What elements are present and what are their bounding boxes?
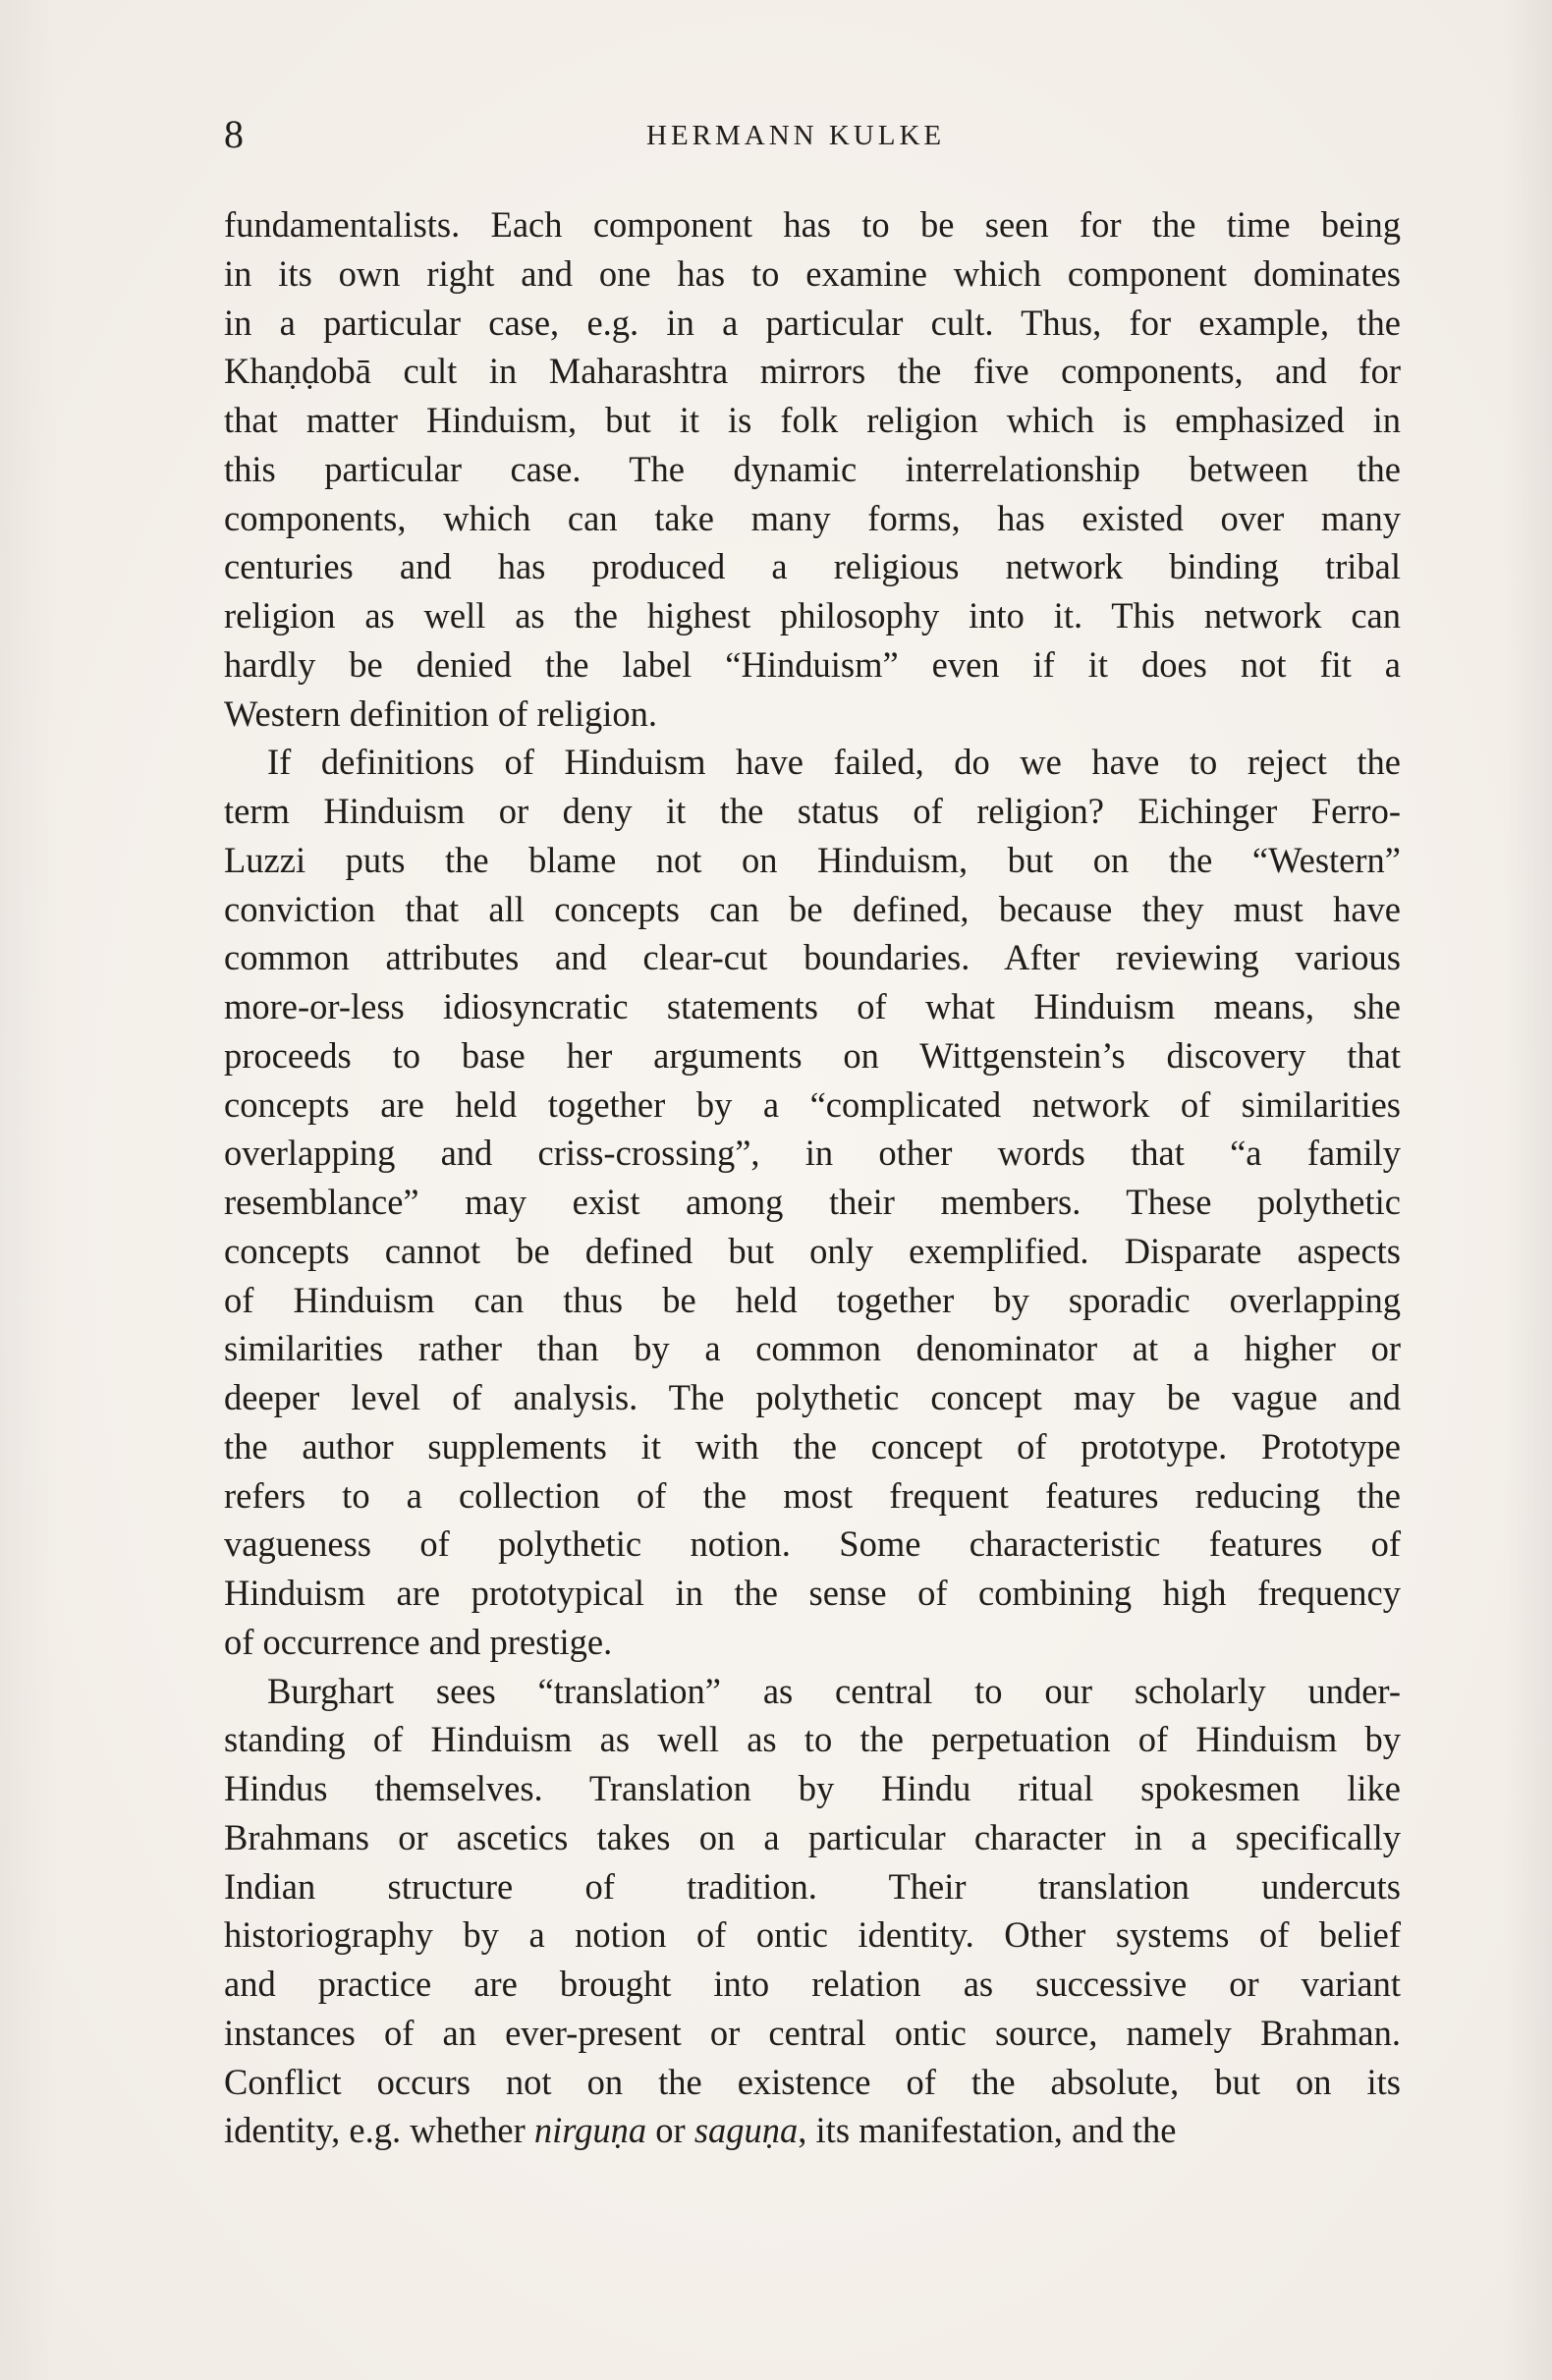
running-head xyxy=(224,110,1403,159)
text-line: instances of an ever-present or central ontic source, namely Brahman. xyxy=(224,2012,1401,2053)
text-line: standing of Hinduism as well as to the perpetuation of Hinduism by xyxy=(224,1719,1401,1760)
text-line: resemblance” may exist among their members. These polythetic xyxy=(224,1182,1401,1222)
text-line: and practice are brought into relation as successive or variant xyxy=(224,1964,1401,2004)
text-line: Luzzi puts the blame not on Hinduism, but on the “Western” xyxy=(224,839,1401,880)
body-text xyxy=(224,200,1401,2155)
text-line: common attributes and clear-cut boundaries. After reviewing various xyxy=(224,937,1401,978)
text-line: centuries and has produced a religious network binding tribal xyxy=(224,546,1401,587)
text-line: of Hinduism can thus be held together by sporadic overlapping xyxy=(224,1279,1401,1320)
paragraph xyxy=(224,200,1401,738)
text-line: Khaṇḍobā cult in Maharashtra mirrors the five components, and for xyxy=(224,351,1401,392)
text-line: Conflict occurs not on the existence of the absolute, but on its xyxy=(224,2061,1401,2102)
paragraph xyxy=(224,1667,1401,2107)
page-number: 8 xyxy=(224,112,245,156)
text-line-final xyxy=(224,2106,1401,2155)
text-line: components, which can take many forms, has existed over many xyxy=(224,497,1401,538)
text-line: in its own right and one has to examine which component dominates xyxy=(224,252,1401,294)
text-line: deeper level of analysis. The polythetic concept may be vague and xyxy=(224,1377,1401,1417)
text-line: Brahmans or ascetics takes on a particular character in a specifically xyxy=(224,1816,1401,1857)
text-line: this particular case. The dynamic interrelationship between the xyxy=(224,448,1401,489)
text-line: fundamentalists. Each component has to be seen for the time being xyxy=(224,204,1401,245)
text-line: that matter Hinduism, but it is folk religion which is emphasized in xyxy=(224,400,1401,440)
italic-term-saguna: saguṇa xyxy=(693,2110,799,2151)
text-line: overlapping and criss-crossing”, in other words that “a family xyxy=(224,1133,1401,1174)
text-line: If definitions of Hinduism have failed, do we have to reject the xyxy=(267,742,1401,783)
text-line: proceeds to base her arguments on Wittgenstein’s discovery that xyxy=(224,1034,1401,1076)
paragraph xyxy=(224,738,1401,1666)
text-line: term Hinduism or deny it the status of religion? Eichinger Ferro- xyxy=(224,791,1401,831)
text-line: vagueness of polythetic notion. Some characteristic features of xyxy=(224,1523,1401,1565)
text-line: Burghart sees “translation” as central to our scholarly under- xyxy=(267,1670,1401,1711)
paragraph-container xyxy=(224,200,1401,2106)
text-line: hardly be denied the label “Hinduism” even if it does not fit a xyxy=(224,643,1401,685)
running-title: HERMANN KULKE xyxy=(646,120,946,151)
text-line: refers to a collection of the most frequent features reducing the xyxy=(224,1474,1401,1516)
text-line: of occurrence and prestige. xyxy=(224,1621,613,1662)
text-line: conviction that all concepts can be defined, because they must have xyxy=(224,888,1401,929)
text-run: identity, e.g. whether xyxy=(224,2110,534,2151)
text-run: , its manifestation, and the xyxy=(798,2110,1177,2151)
text-line: concepts cannot be defined but only exemplified. Disparate aspects xyxy=(224,1230,1401,1271)
text-line: historiography by a notion of ontic identity. Other systems of belief xyxy=(224,1914,1401,1956)
text-line: the author supplements it with the concept of prototype. Prototype xyxy=(224,1425,1401,1467)
text-line: religion as well as the highest philosophy into it. This network can xyxy=(224,595,1401,636)
text-line: Western definition of religion. xyxy=(224,692,658,734)
text-run: or xyxy=(646,2110,694,2151)
text-line: similarities rather than by a common denominator at a higher or xyxy=(224,1328,1401,1369)
text-line: in a particular case, e.g. in a particular cult. Thus, for example, the xyxy=(224,302,1401,343)
text-line: more-or-less idiosyncratic statements of what Hinduism means, she xyxy=(224,986,1401,1026)
text-line: Indian structure of tradition. Their translation undercuts xyxy=(224,1865,1401,1907)
text-line: concepts are held together by a “complicated network of similarities xyxy=(224,1083,1401,1125)
italic-term-nirguna: nirguṇa xyxy=(533,2110,647,2151)
text-line: Hindus themselves. Translation by Hindu ritual spokesmen like xyxy=(224,1768,1401,1808)
text-line: Hinduism are prototypical in the sense of combining high frequency xyxy=(224,1573,1401,1613)
